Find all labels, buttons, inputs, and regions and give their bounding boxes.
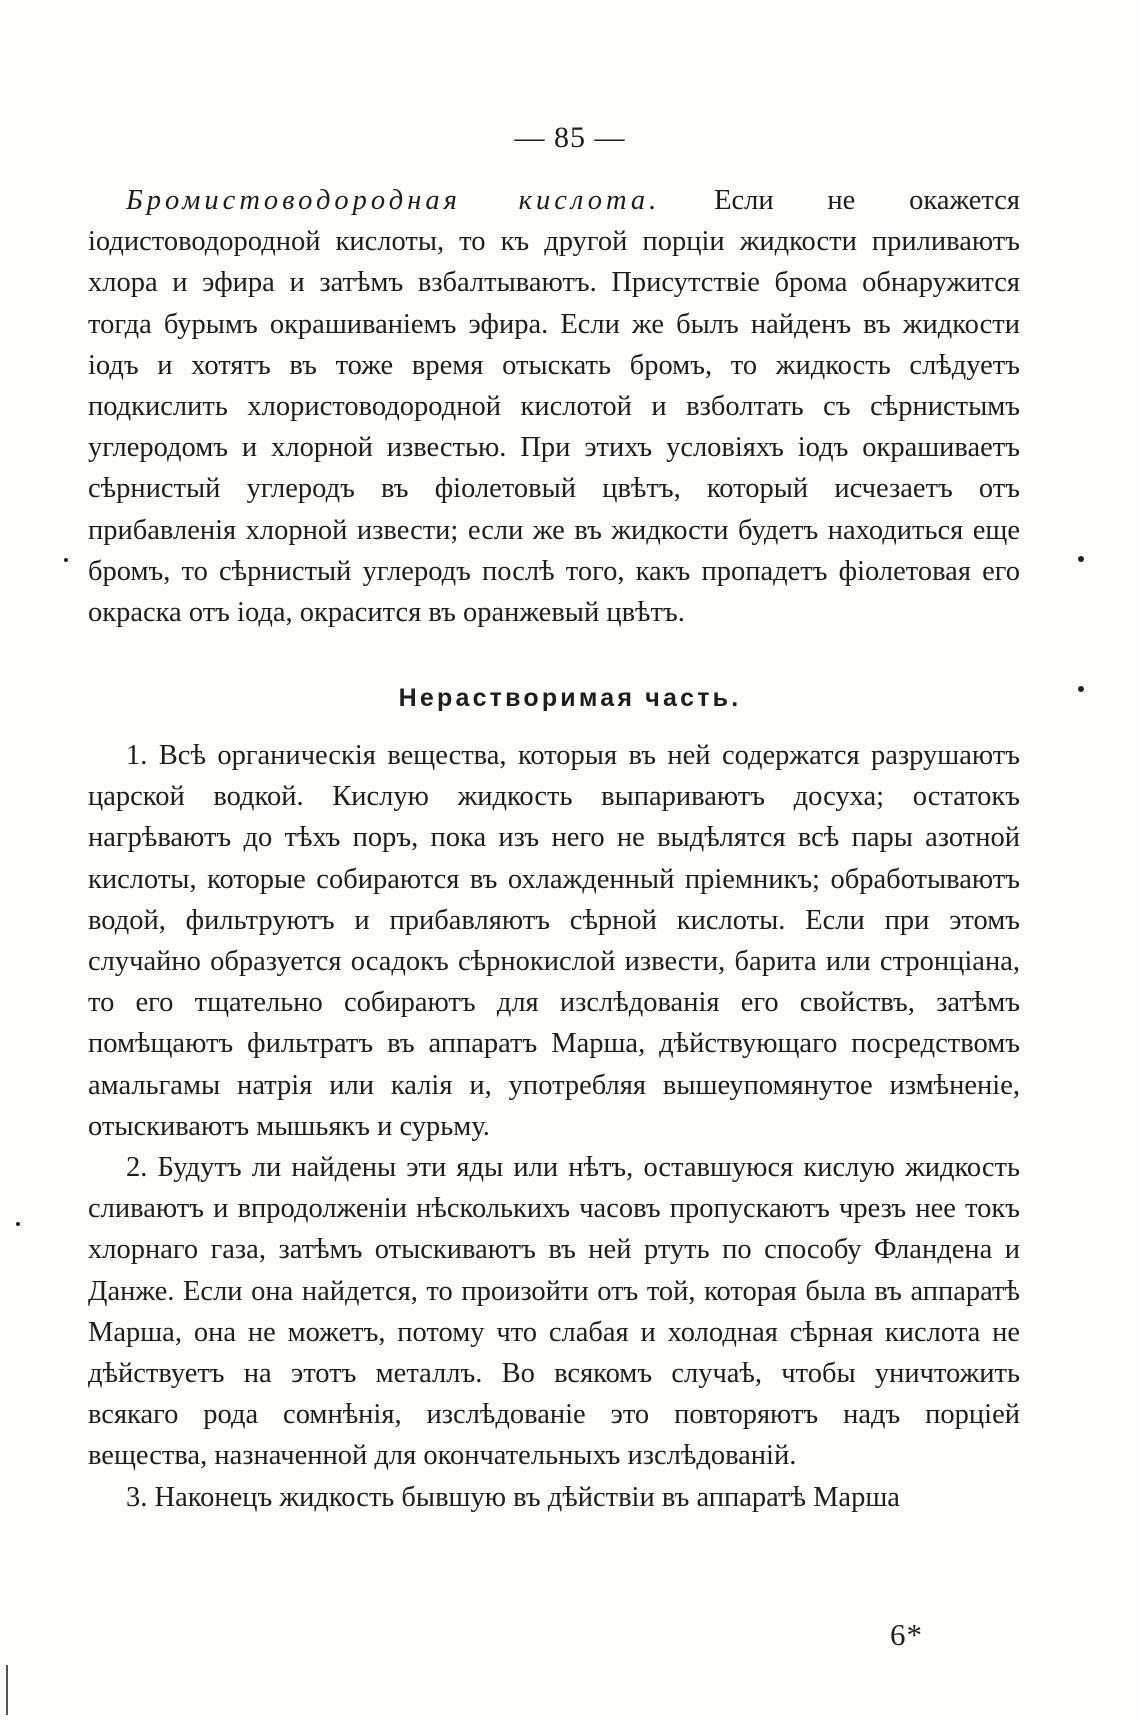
intro-paragraph [88,180,1020,633]
signature-mark: 6* [890,1617,923,1652]
list-item-1 [88,735,1020,1147]
intro-section [88,180,1020,633]
list-item-3 [88,1477,1020,1518]
intro-lead-term: Бромистоводородная кислота. [126,185,661,216]
list-item-text: 3. Наконецъ жидкость бывшую въ дѣйствіи въ аппаратѣ Марша [126,1481,900,1513]
numbered-items [88,735,1020,1518]
scan-speck [1078,686,1084,692]
scan-speck [1078,556,1084,562]
scan-edge-mark [6,1665,8,1715]
intro-body-text: Если не окажется іодистоводородной кислоты, то къ другой порціи жидкости приливаютъ хлора и эфира и затѣмъ взбалтываютъ. Присутствіе брома обнаружится тогда бурымъ окрашиваніемъ эфира. Если же былъ найденъ въ жидкости іодъ и хотятъ въ тоже время отыскать бромъ, то жидкость слѣдуетъ подкислить хлористоводородной кислотой и взболтать съ сѣрнистымъ углеродомъ и хлорной известью. При этихъ условіяхъ іодъ окрашиваетъ сѣрнистый углеродъ въ фіолетовый цвѣтъ, который исчезаетъ отъ прибавленія хлорной извести; если же въ жидкости будетъ находиться еще бромъ, то сѣрнистый углеродъ послѣ того, какъ пропадетъ фіолетовая его окраска отъ іода, окрасится въ оранжевый цвѣтъ. [88,185,1020,629]
list-item-text: 2. Будутъ ли найдены эти яды или нѣтъ, оставшуюся кислую жидкость сливаютъ и впродолженіи нѣсколькихъ часовъ пропускаютъ чрезъ нее токъ хлорнаго газа, затѣмъ отыскиваютъ въ ней ртуть по способу Фландена и Данже. Если она найдется, то произойти отъ той, которая была въ аппаратѣ Марша, она не можетъ, потому что слабая и холодная сѣрная кислота не дѣйствуетъ на этотъ металлъ. Во всякомъ случаѣ, чтобы уничтожить всякаго рода сомнѣнія, изслѣдованіе это повторяютъ надъ порціей вещества, назначенной для окончательныхъ изслѣдованій. [88,1152,1020,1472]
scan-speck [16,1222,20,1226]
section-heading: Нерастворимая часть. [398,684,742,712]
list-item-2 [88,1147,1020,1477]
scan-speck [64,558,68,562]
page-number: — 85 — [514,121,626,154]
list-item-text: 1. Всѣ органическія вещества, которыя въ ней содержатся разрушаютъ царской водкой. Кислую жидкость выпариваютъ досуха; остатокъ нагрѣваютъ до тѣхъ поръ, пока изъ него не выдѣлятся всѣ пары азотной кислоты, которые собираются въ охлажденный пріемникъ; обработываютъ водой, фильтруютъ и прибавляютъ сѣрной кислоты. Если при этомъ случайно образуется осадокъ сѣрнокислой извести, барита или стронціана, то его тщательно собираютъ для изслѣдованія его свойствъ, затѣмъ помѣщаютъ фильтратъ въ аппаратъ Марша, дѣйствующаго посредствомъ амальгамы натрія или калія и, употребляя вышеупомянутое измѣненіе, отыскиваютъ мышьякъ и сурьму. [88,740,1020,1142]
